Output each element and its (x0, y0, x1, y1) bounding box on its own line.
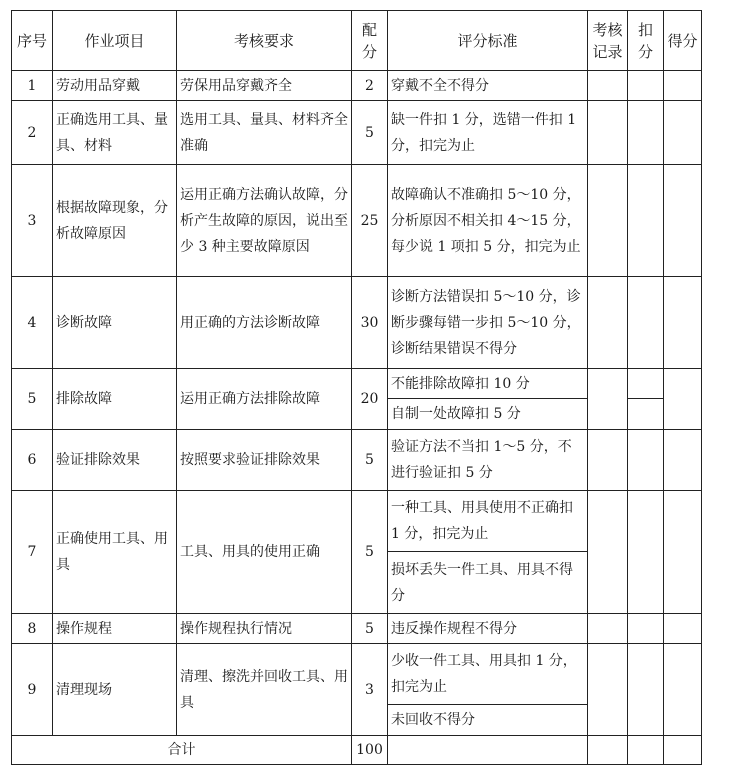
header-item: 作业项目 (53, 11, 177, 71)
deduct-cell (628, 491, 664, 614)
criteria-cell: 缺一件扣 1 分，选错一件扣 1 分，扣完为止 (388, 101, 588, 165)
criteria-cell: 自制一处故障扣 5 分 (388, 399, 588, 430)
table-row (12, 430, 702, 491)
table-row (12, 614, 702, 644)
points-cell: 2 (352, 71, 388, 101)
req-cell: 工具、用具的使用正确 (177, 491, 352, 614)
criteria-cell: 不能排除故障扣 10 分 (388, 369, 588, 399)
deduct-cell (628, 71, 664, 101)
points-cell: 5 (352, 430, 388, 491)
header-record: 考核 记录 (588, 11, 628, 71)
req-cell: 运用正确方法确认故障，分析产生故障的原因，说出至少 3 种主要故障原因 (177, 165, 352, 277)
req-cell: 选用工具、量具、材料齐全准确 (177, 101, 352, 165)
record-cell (588, 165, 628, 277)
item-cell: 操作规程 (53, 614, 177, 644)
deduct-cell (628, 101, 664, 165)
header-req: 考核要求 (177, 11, 352, 71)
record-cell (588, 430, 628, 491)
seq-cell: 5 (12, 369, 53, 430)
deduct-cell (628, 399, 664, 430)
criteria-cell (388, 736, 588, 765)
seq-cell: 7 (12, 491, 53, 614)
total-points: 100 (352, 736, 388, 765)
score-cell (664, 101, 702, 165)
item-cell: 劳动用品穿戴 (53, 71, 177, 101)
req-cell: 用正确的方法诊断故障 (177, 277, 352, 369)
table-row (12, 101, 702, 165)
table-row (12, 491, 702, 552)
points-cell: 5 (352, 491, 388, 614)
table-row (12, 165, 702, 277)
score-cell (664, 369, 702, 430)
item-cell: 正确使用工具、用具 (53, 491, 177, 614)
score-cell (664, 430, 702, 491)
seq-cell: 9 (12, 644, 53, 736)
scoring-table (11, 10, 702, 765)
req-cell: 清理、擦洗并回收工具、用具 (177, 644, 352, 736)
score-cell (664, 644, 702, 736)
record-cell (588, 736, 628, 765)
seq-cell: 3 (12, 165, 53, 277)
criteria-cell: 故障确认不准确扣 5～10 分，分析原因不相关扣 4～15 分，每少说 1 项扣 5 分，扣完为止 (388, 165, 588, 277)
deduct-cell (628, 614, 664, 644)
record-cell (588, 614, 628, 644)
points-cell: 20 (352, 369, 388, 430)
req-cell: 操作规程执行情况 (177, 614, 352, 644)
header-seq: 序号 (12, 11, 53, 71)
score-cell (664, 71, 702, 101)
table-row (12, 644, 702, 705)
table-row (12, 277, 702, 369)
score-cell (664, 614, 702, 644)
record-cell (588, 491, 628, 614)
table-row (12, 369, 702, 399)
header-points: 配分 (352, 11, 388, 71)
record-cell (588, 277, 628, 369)
item-cell: 清理现场 (53, 644, 177, 736)
req-cell: 运用正确方法排除故障 (177, 369, 352, 430)
seq-cell: 8 (12, 614, 53, 644)
item-cell: 正确选用工具、量具、材料 (53, 101, 177, 165)
criteria-cell: 损坏丢失一件工具、用具不得分 (388, 552, 588, 614)
points-cell: 30 (352, 277, 388, 369)
seq-cell: 6 (12, 430, 53, 491)
deduct-cell (628, 369, 664, 399)
header-deduct: 扣分 (628, 11, 664, 71)
total-row (12, 736, 702, 765)
score-cell (664, 277, 702, 369)
score-cell (664, 736, 702, 765)
total-label: 合计 (12, 736, 352, 765)
item-cell: 排除故障 (53, 369, 177, 430)
header-criteria: 评分标准 (388, 11, 588, 71)
criteria-cell: 诊断方法错误扣 5～10 分，诊断步骤每错一步扣 5～10 分，诊断结果错误不得分 (388, 277, 588, 369)
req-cell: 按照要求验证排除效果 (177, 430, 352, 491)
criteria-cell: 穿戴不全不得分 (388, 71, 588, 101)
criteria-cell: 一种工具、用具使用不正确扣 1 分，扣完为止 (388, 491, 588, 552)
deduct-cell (628, 644, 664, 736)
points-cell: 5 (352, 614, 388, 644)
criteria-cell: 验证方法不当扣 1～5 分，不进行验证扣 5 分 (388, 430, 588, 491)
score-cell (664, 491, 702, 614)
points-cell: 5 (352, 101, 388, 165)
item-cell: 验证排除效果 (53, 430, 177, 491)
record-cell (588, 369, 628, 430)
record-cell (588, 644, 628, 736)
record-cell (588, 71, 628, 101)
header-row (12, 11, 702, 71)
points-cell: 3 (352, 644, 388, 736)
req-cell: 劳保用品穿戴齐全 (177, 71, 352, 101)
criteria-cell: 未回收不得分 (388, 705, 588, 736)
header-score: 得分 (664, 11, 702, 71)
deduct-cell (628, 165, 664, 277)
seq-cell: 2 (12, 101, 53, 165)
record-cell (588, 101, 628, 165)
item-cell: 诊断故障 (53, 277, 177, 369)
item-cell: 根据故障现象，分析故障原因 (53, 165, 177, 277)
score-cell (664, 165, 702, 277)
seq-cell: 4 (12, 277, 53, 369)
seq-cell: 1 (12, 71, 53, 101)
deduct-cell (628, 736, 664, 765)
deduct-cell (628, 277, 664, 369)
criteria-cell: 违反操作规程不得分 (388, 614, 588, 644)
points-cell: 25 (352, 165, 388, 277)
table-row (12, 71, 702, 101)
criteria-cell: 少收一件工具、用具扣 1 分，扣完为止 (388, 644, 588, 705)
deduct-cell (628, 430, 664, 491)
